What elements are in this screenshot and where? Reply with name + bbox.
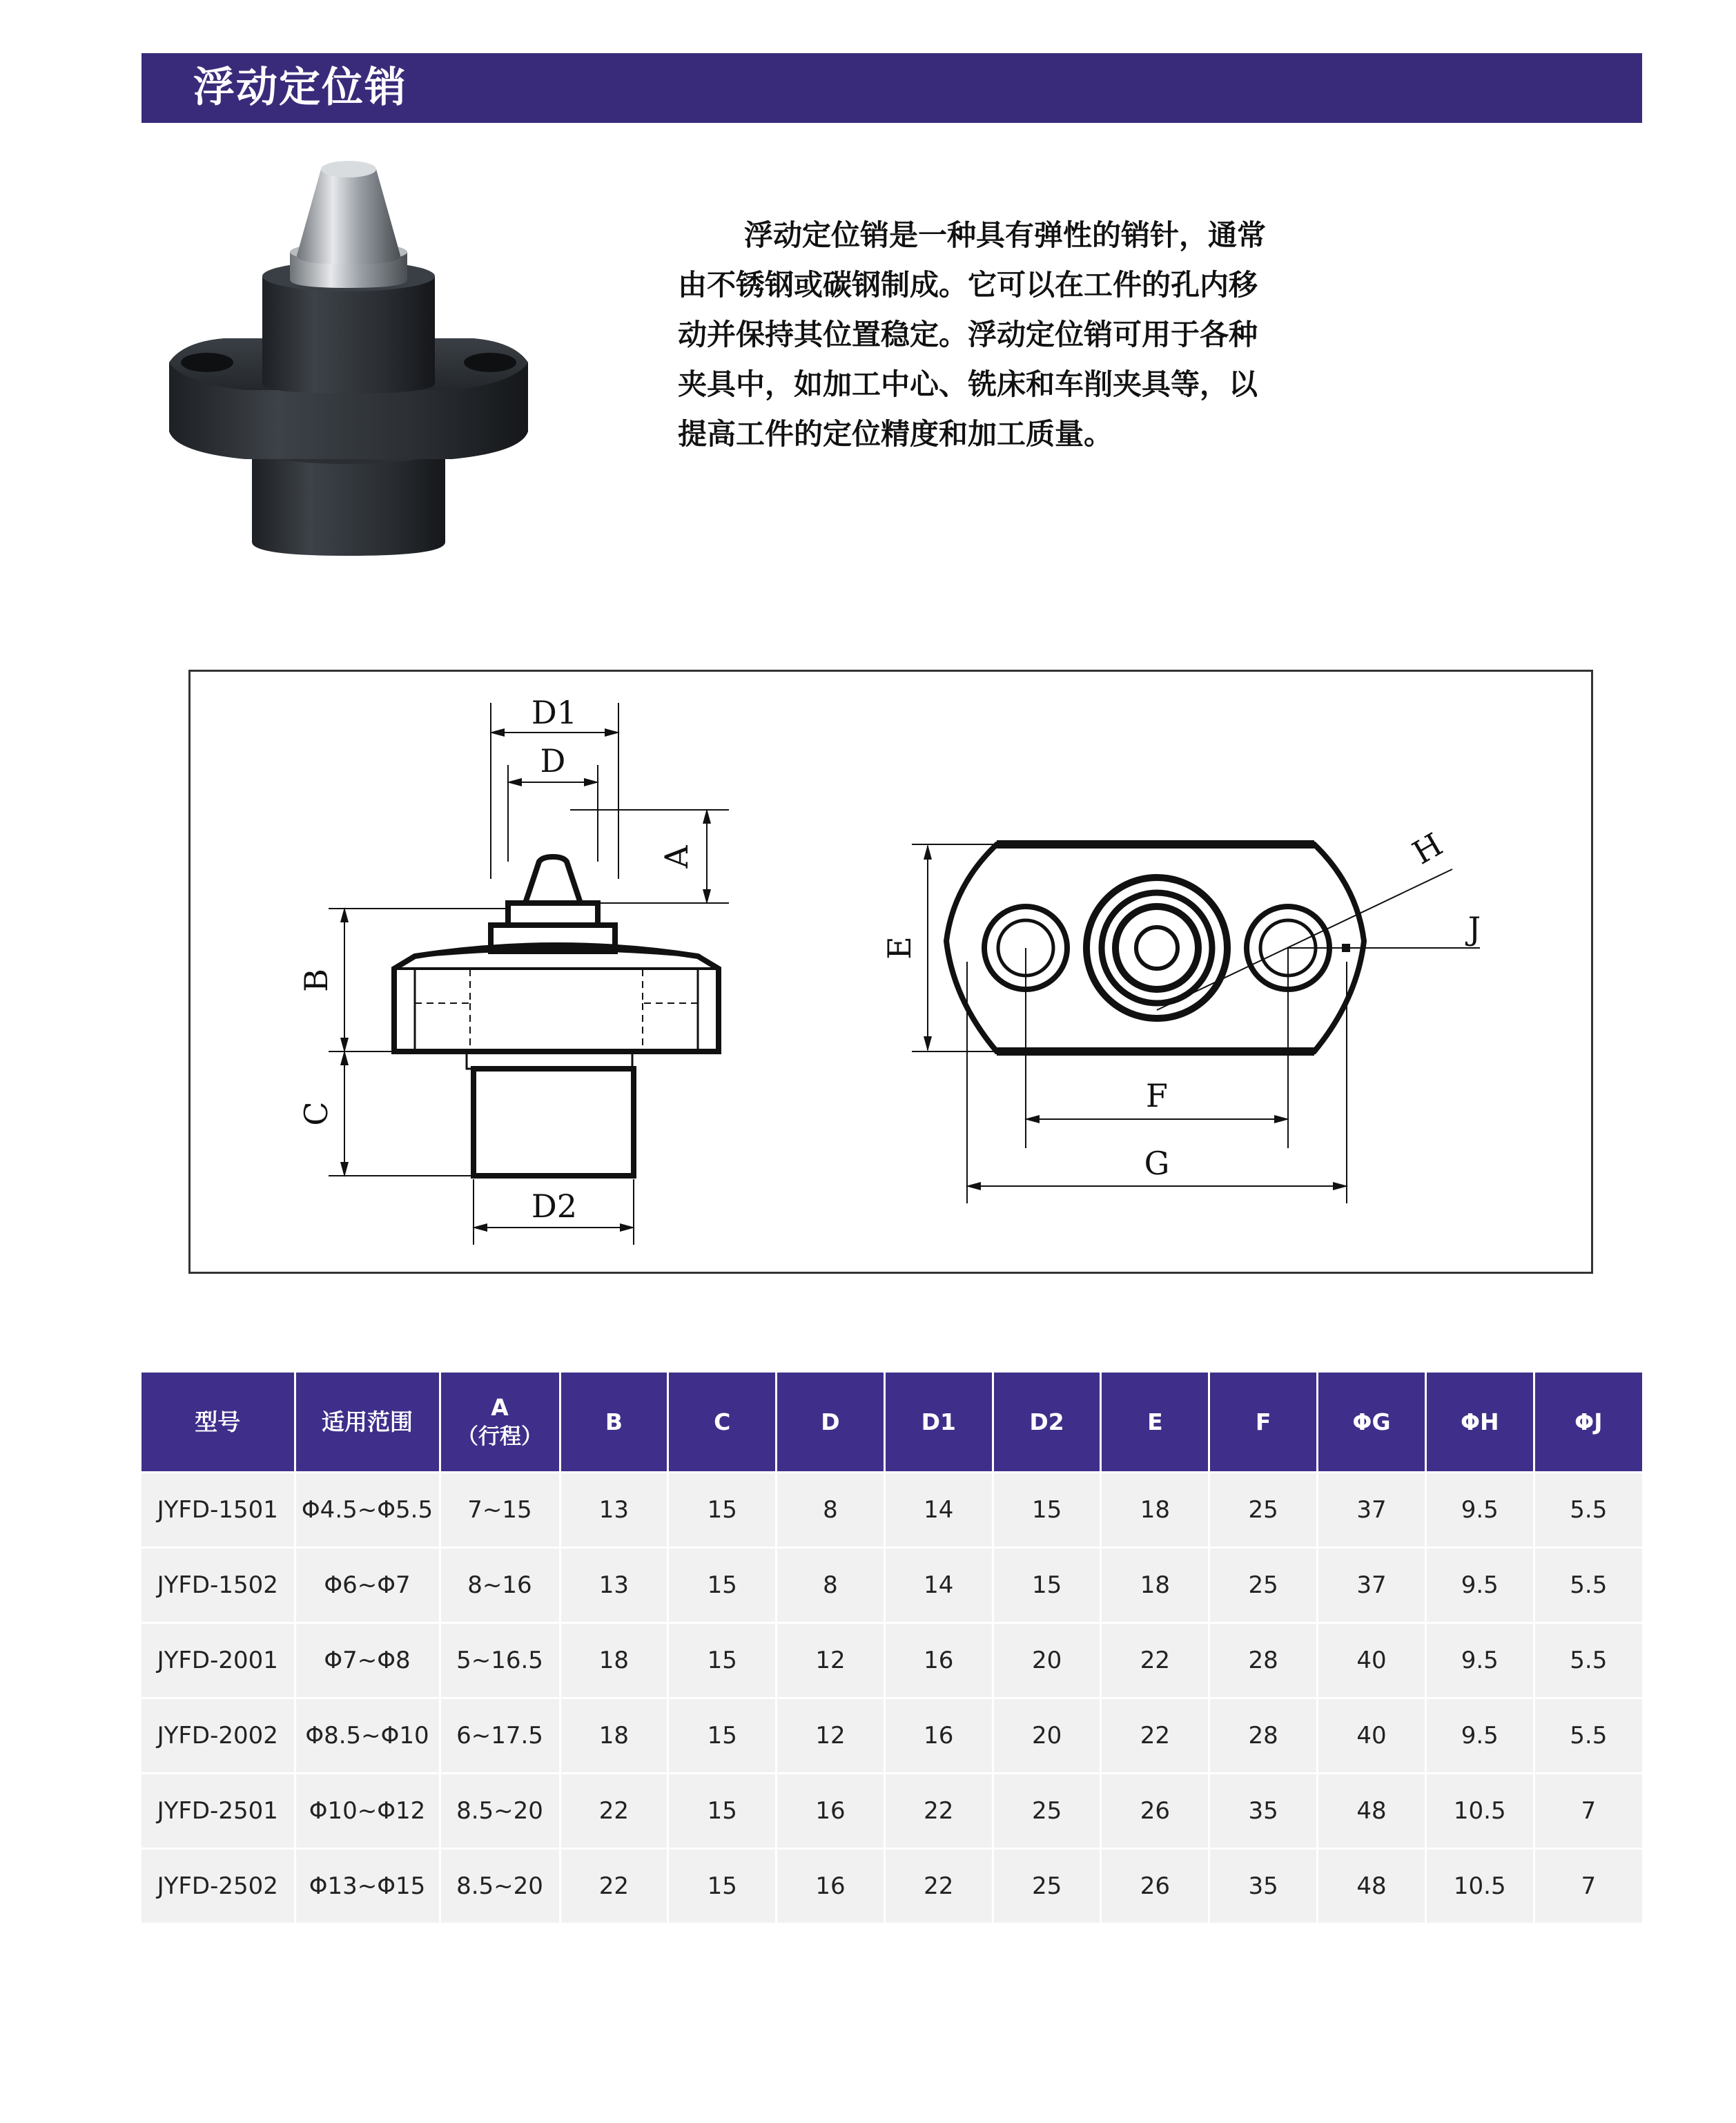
table-body — [142, 1473, 1642, 1923]
table-cell: 8 — [777, 1473, 885, 1548]
table-cell: 5.5 — [1534, 1548, 1642, 1623]
header-sublabel: （行程） — [457, 1424, 543, 1449]
table-cell: Φ7~Φ8 — [295, 1623, 440, 1698]
dim-label-g: G — [1144, 1145, 1170, 1182]
table-cell: 26 — [1101, 1774, 1209, 1849]
header-label: C — [714, 1408, 731, 1435]
table-row — [142, 1698, 1642, 1774]
table-cell: 14 — [884, 1548, 993, 1623]
header-label: ΦH — [1460, 1408, 1499, 1435]
page-title: 浮动定位销 — [193, 64, 407, 112]
table-row — [142, 1473, 1642, 1548]
table-cell: 22 — [1101, 1623, 1209, 1698]
header-label: D1 — [921, 1408, 956, 1435]
table-header-cell — [884, 1373, 993, 1473]
table-cell: 9.5 — [1425, 1698, 1534, 1774]
table-cell: 28 — [1209, 1623, 1318, 1698]
table-cell: 13 — [560, 1473, 668, 1548]
table-cell: 15 — [668, 1548, 777, 1623]
table-cell: 9.5 — [1425, 1623, 1534, 1698]
table-cell: Φ10~Φ12 — [295, 1774, 440, 1849]
table-cell: 10.5 — [1425, 1849, 1534, 1923]
table-row — [142, 1849, 1642, 1923]
table-cell: 16 — [884, 1698, 993, 1774]
table-cell: 18 — [560, 1698, 668, 1774]
table-cell: 15 — [993, 1548, 1101, 1623]
table-header-cell — [668, 1373, 777, 1473]
table-cell: 10.5 — [1425, 1774, 1534, 1849]
table-cell: 5~16.5 — [440, 1623, 560, 1698]
table-header-cell — [1318, 1373, 1426, 1473]
table-cell: 12 — [777, 1623, 885, 1698]
table-cell: 16 — [777, 1849, 885, 1923]
table-cell: JYFD-1502 — [142, 1548, 295, 1623]
table-header-cell — [1534, 1373, 1642, 1473]
table-cell: 15 — [668, 1698, 777, 1774]
dim-label-d: D — [540, 742, 566, 779]
table-cell: 8~16 — [440, 1548, 560, 1623]
header-label: ΦG — [1352, 1408, 1391, 1435]
header-label: 适用范围 — [322, 1408, 413, 1435]
table-header-cell — [1101, 1373, 1209, 1473]
table-cell: 37 — [1318, 1548, 1426, 1623]
dim-label-d2: D2 — [531, 1187, 578, 1225]
table-header-cell — [142, 1373, 295, 1473]
dim-label-b: B — [298, 969, 335, 992]
dim-label-c: C — [298, 1101, 335, 1126]
dim-label-d1: D1 — [531, 694, 578, 731]
table-cell: 8 — [777, 1548, 885, 1623]
table-cell: 35 — [1209, 1774, 1318, 1849]
dim-label-j: J — [1467, 910, 1481, 947]
table-row — [142, 1548, 1642, 1623]
table-cell: 25 — [993, 1774, 1101, 1849]
table-cell: Φ4.5~Φ5.5 — [295, 1473, 440, 1548]
table-header-cell — [560, 1373, 668, 1473]
header-label: 型号 — [195, 1408, 241, 1435]
header-label: B — [605, 1408, 623, 1435]
header-label: D — [821, 1408, 840, 1435]
table-cell: 13 — [560, 1548, 668, 1623]
table-header-cell — [295, 1373, 440, 1473]
table-cell: 22 — [560, 1849, 668, 1923]
table-cell: 18 — [1101, 1473, 1209, 1548]
table-cell: 9.5 — [1425, 1548, 1534, 1623]
table-cell: 9.5 — [1425, 1473, 1534, 1548]
spec-table — [142, 1373, 1642, 1923]
table-cell: JYFD-2002 — [142, 1698, 295, 1774]
table-cell: 5.5 — [1534, 1473, 1642, 1548]
table-cell: 26 — [1101, 1849, 1209, 1923]
dim-label-f: F — [1146, 1077, 1168, 1114]
table-cell: Φ8.5~Φ10 — [295, 1698, 440, 1774]
table-cell: 7 — [1534, 1774, 1642, 1849]
table-cell: 22 — [560, 1774, 668, 1849]
table-cell: 18 — [560, 1623, 668, 1698]
table-cell: 15 — [668, 1623, 777, 1698]
table-header-cell — [777, 1373, 885, 1473]
header-label: E — [1147, 1408, 1163, 1435]
header-label: D2 — [1029, 1408, 1064, 1435]
table-cell: JYFD-1501 — [142, 1473, 295, 1548]
table-cell: Φ13~Φ15 — [295, 1849, 440, 1923]
table-cell: 25 — [1209, 1548, 1318, 1623]
table-cell: 48 — [1318, 1849, 1426, 1923]
table-cell: 8.5~20 — [440, 1849, 560, 1923]
dim-label-h: H — [1406, 825, 1449, 872]
table-cell: 15 — [993, 1473, 1101, 1548]
table-row — [142, 1774, 1642, 1849]
table-cell: 5.5 — [1534, 1623, 1642, 1698]
header-bar — [142, 53, 1642, 123]
table-cell: 18 — [1101, 1548, 1209, 1623]
table-cell: 35 — [1209, 1849, 1318, 1923]
table-cell: 14 — [884, 1473, 993, 1548]
table-cell: 22 — [1101, 1698, 1209, 1774]
table-header-row — [142, 1373, 1642, 1473]
dim-label-a: A — [658, 845, 695, 869]
header-label: A — [491, 1393, 509, 1421]
table-cell: Φ6~Φ7 — [295, 1548, 440, 1623]
table-cell: 25 — [993, 1849, 1101, 1923]
table-cell: 7~15 — [440, 1473, 560, 1548]
table-cell: 20 — [993, 1698, 1101, 1774]
table-cell: 8.5~20 — [440, 1774, 560, 1849]
table-header-cell — [993, 1373, 1101, 1473]
technical-drawing — [188, 670, 1593, 1274]
table-cell: 28 — [1209, 1698, 1318, 1774]
drawing-svg — [191, 672, 1595, 1276]
dim-label-e: E — [881, 936, 918, 960]
table-header-cell — [440, 1373, 560, 1473]
header-label: ΦJ — [1574, 1408, 1603, 1435]
table-cell: 20 — [993, 1623, 1101, 1698]
table-cell: 7 — [1534, 1849, 1642, 1923]
header-label: F — [1255, 1408, 1271, 1435]
table-cell: 15 — [668, 1774, 777, 1849]
table-cell: 22 — [884, 1849, 993, 1923]
table-cell: 16 — [884, 1623, 993, 1698]
product-description: 浮动定位销是一种具有弹性的销针，通常由不锈钢或碳钢制成。它可以在工件的孔内移动并保持其位置稳定。浮动定位销可用于各种夹具中，如加工中心、铣床和车削夹具等，以提高工件的定位精度和加工质量。 — [678, 218, 1267, 451]
table-cell: 6~17.5 — [440, 1698, 560, 1774]
table-cell: 15 — [668, 1849, 777, 1923]
table-cell: JYFD-2502 — [142, 1849, 295, 1923]
table-cell: 40 — [1318, 1698, 1426, 1774]
table-cell: JYFD-2501 — [142, 1774, 295, 1849]
table-cell: JYFD-2001 — [142, 1623, 295, 1698]
table-header-cell — [1209, 1373, 1318, 1473]
table-cell: 37 — [1318, 1473, 1426, 1548]
table-cell: 25 — [1209, 1473, 1318, 1548]
table-cell: 16 — [777, 1774, 885, 1849]
table-cell: 48 — [1318, 1774, 1426, 1849]
table-cell: 12 — [777, 1698, 885, 1774]
product-image — [155, 155, 542, 570]
table-cell: 22 — [884, 1774, 993, 1849]
table-row — [142, 1623, 1642, 1698]
table-cell: 5.5 — [1534, 1698, 1642, 1774]
table-cell: 40 — [1318, 1623, 1426, 1698]
table-header-cell — [1425, 1373, 1534, 1473]
table-cell: 15 — [668, 1473, 777, 1548]
